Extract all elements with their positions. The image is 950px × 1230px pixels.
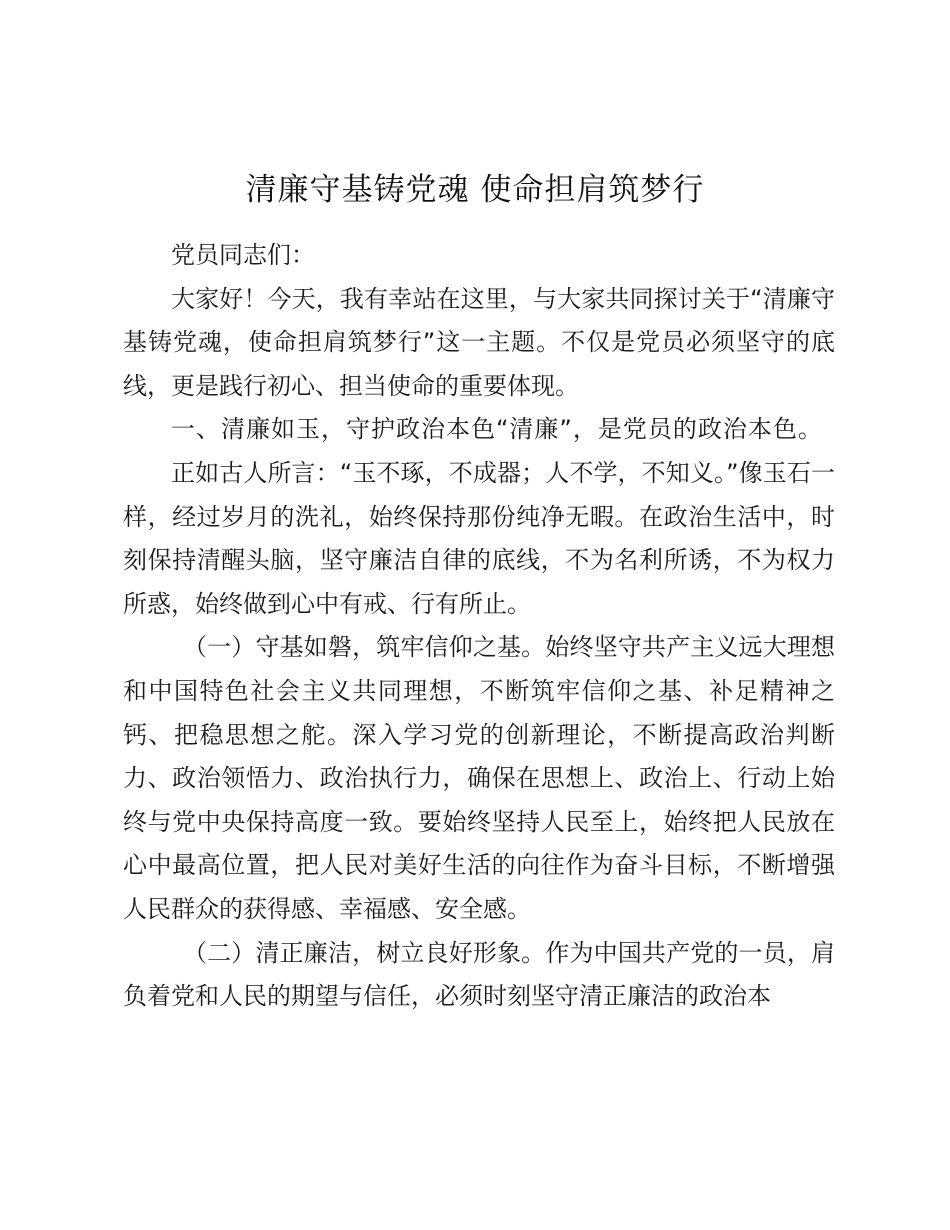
section-one-heading: 一、清廉如玉，守护政治本色“清廉”，是党员的政治本色。 <box>171 415 823 444</box>
document-body <box>123 234 835 1019</box>
section-one-body: 正如古人所言：“玉不琢，不成器；人不学，不知义。”像玉石一样，经过岁月的洗礼，始终保持那份纯净无暇。在政治生活中，时刻保持清醒头脑，坚守廉洁自律的底线，不为名利所诱，不为权力所惑，始终做到心中有戒、行有所止。 <box>123 458 835 618</box>
document-title: 清廉守基铸党魂 使命担肩筑梦行 <box>245 172 705 208</box>
intro-paragraph: 大家好！今天，我有幸站在这里，与大家共同探讨关于“清廉守基铸党魂，使命担肩筑梦行”这一主题。不仅是党员必须坚守的底线，更是践行初心、担当使命的重要体现。 <box>123 284 835 400</box>
subsection-one-paragraph: （一）守基如磐，筑牢信仰之基。始终坚守共产主义远大理想和中国特色社会主义共同理想，不断筑牢信仰之基、补足精神之钙、把稳思想之舵。深入学习党的创新理论，不断提高政治判断力、政治领悟力、政治执行力，确保在思想上、政治上、行动上始终与党中央保持高度一致。要始终坚持人民至上，始终把人民放在心中最高位置，把人民对美好生活的向往作为奋斗目标，不断增强人民群众的获得感、幸福感、安全感。 <box>123 633 835 923</box>
greeting-paragraph: 党员同志们： <box>171 241 315 269</box>
subsection-two-paragraph: （二）清正廉洁，树立良好形象。作为中国共产党的一员，肩负着党和人民的期望与信任，必须时刻坚守清正廉洁的政治本 <box>123 938 835 1011</box>
